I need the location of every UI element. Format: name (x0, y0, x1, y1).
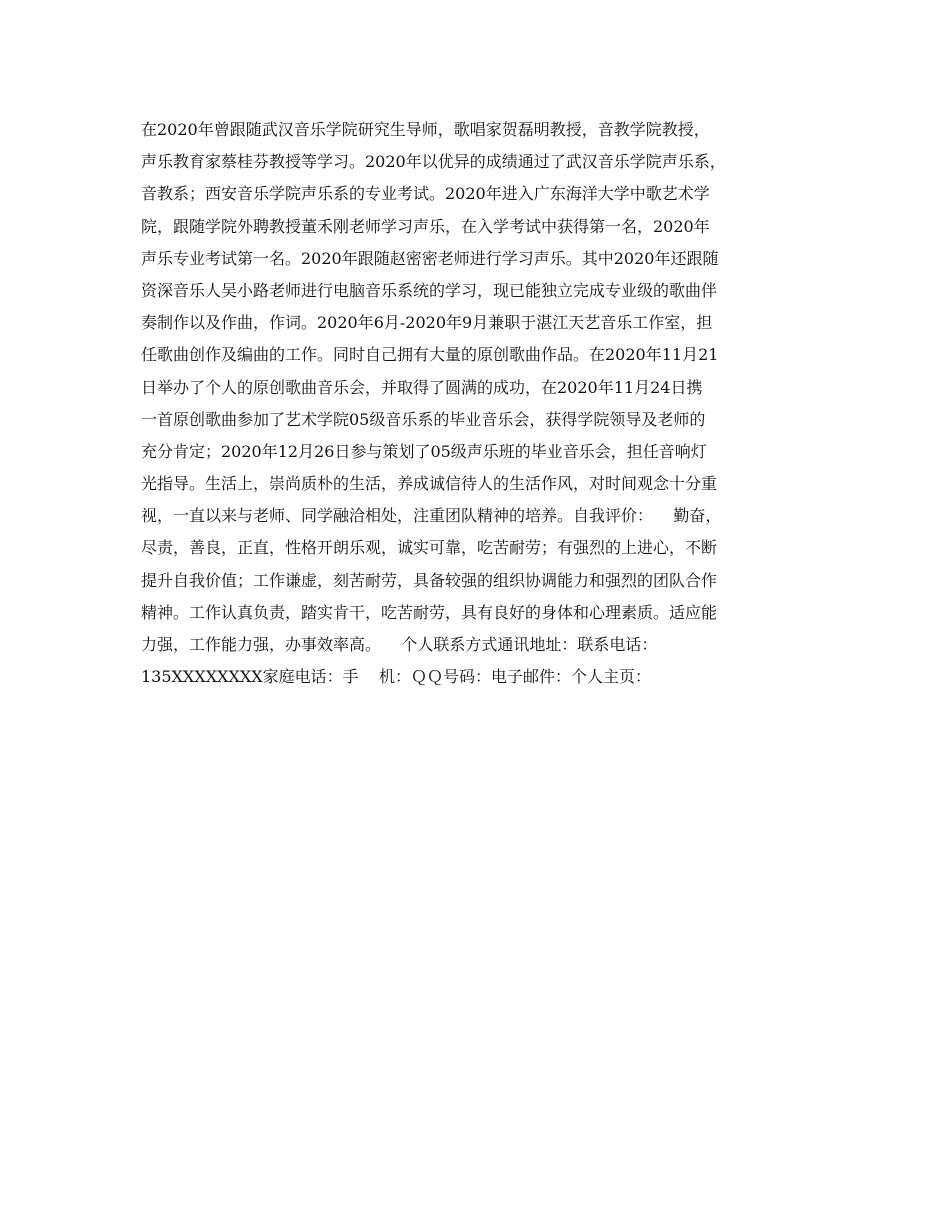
text-line: 院，跟随学院外聘教授董禾刚老师学习声乐，在入学考试中获得第一名，2020年 (141, 216, 710, 236)
text-line: 资深音乐人吴小路老师进行电脑音乐系统的学习，现已能独立完成专业级的歌曲伴 (141, 280, 718, 300)
text-line: 声乐教育家蔡桂芬教授等学习。2020年以优异的成绩通过了武汉音乐学院声乐系， (141, 152, 726, 172)
text-line: 一首原创歌曲参加了艺术学院05级音乐系的毕业音乐会，获得学院领导及老师的 (141, 409, 706, 429)
text-line: 声乐专业考试第一名。2020年跟随赵密密老师进行学习声乐。其中2020年还跟随 (141, 248, 719, 268)
text-line: 充分肯定；2020年12月26日参与策划了05级声乐班的毕业音乐会，担任音响灯 (141, 441, 707, 461)
contact-line: 135XXXXXXXX家庭电话：手 机：ＱＱ号码：电子邮件：个人主页： (141, 667, 652, 687)
text-line: 视，一直以来与老师、同学融洽相处，注重团队精神的培养。自我评价： 勤奋， (141, 506, 722, 526)
text-line: 精神。工作认真负责，踏实肯干，吃苦耐劳，具有良好的身体和心理素质。适应能 (141, 602, 718, 622)
text-line: 任歌曲创作及编曲的工作。同时自己拥有大量的原创歌曲作品。在2020年11月21 (141, 345, 719, 365)
text-line: 力强，工作能力强，办事效率高。 个人联系方式通讯地址：联系电话： (141, 635, 658, 654)
text-line: 尽责，善良，正直，性格开朗乐观，诚实可靠，吃苦耐劳；有强烈的上进心，不断 (141, 538, 718, 558)
text-line: 日举办了个人的原创歌曲音乐会，并取得了圆满的成功，在2020年11月24日携 (141, 377, 703, 397)
text-line: 光指导。生活上，崇尚质朴的生活，养成诚信待人的生活作风，对时间观念十分重 (141, 474, 718, 494)
text-line: 奏制作以及作曲，作词。2020年6月-2020年9月兼职于湛江天艺音乐工作室，担 (141, 313, 713, 333)
body-paragraph (141, 114, 831, 693)
text-line: 音教系；西安音乐学院声乐系的专业考试。2020年进入广东海洋大学中歌艺术学 (141, 184, 710, 204)
text-line: 在2020年曾跟随武汉音乐学院研究生导师，歌唱家贺磊明教授，音教学院教授， (141, 120, 710, 139)
text-line: 提升自我价值；工作谦虚，刻苦耐劳，具备较强的组织协调能力和强烈的团队合作 (141, 570, 718, 590)
